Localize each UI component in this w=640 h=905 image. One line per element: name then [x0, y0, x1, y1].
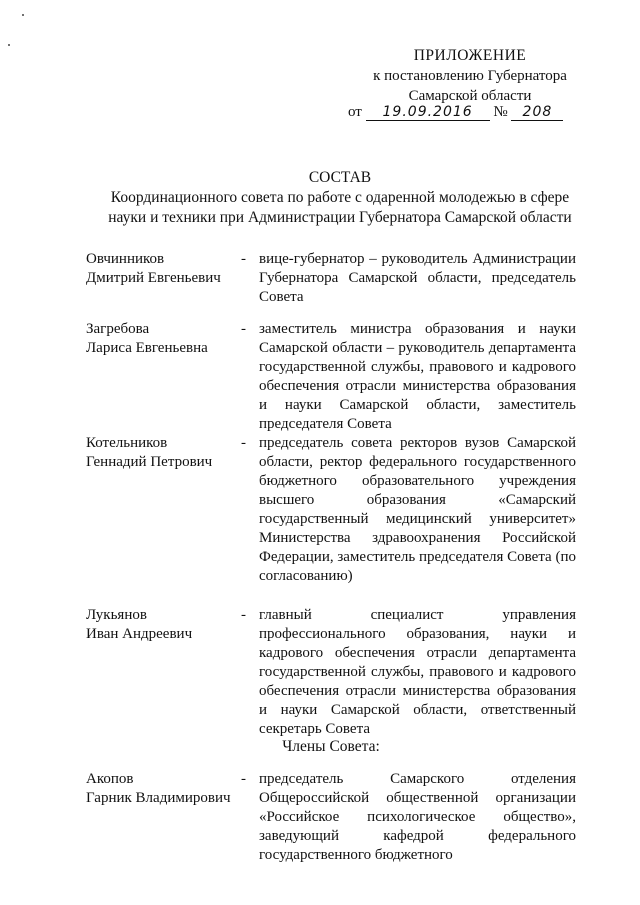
person-given-names: Гарник Владимирович — [86, 790, 231, 806]
person-given-names: Геннадий Петрович — [86, 454, 213, 470]
separator-dash: - — [241, 607, 246, 623]
person-name — [86, 320, 241, 434]
roster-entry — [86, 606, 576, 739]
person-name — [86, 250, 241, 307]
scan-speck — [22, 14, 24, 16]
from-label: от — [348, 104, 362, 120]
appendix-line-2: Самарской области — [408, 88, 532, 104]
scan-speck — [8, 44, 10, 46]
appendix-heading: ПРИЛОЖЕНИЕ — [413, 47, 527, 64]
person-role: председатель совета ректоров вузов Самарской области, ректор федерального государственного бюджетного образовательного учреждения высшего образования «Самарский государственный медицинский университет» Министерства здравоохранения Российской Федерации, заместитель председателя Совета (по согласованию) — [259, 435, 576, 584]
person-given-names: Дмитрий Евгеньевич — [86, 270, 221, 286]
person-name — [86, 606, 241, 739]
person-surname: Лукьянов — [86, 607, 147, 623]
roster-entry — [86, 434, 576, 586]
person-surname: Овчинников — [86, 251, 165, 267]
person-name — [86, 434, 241, 586]
decree-date: 19.09.2016 — [366, 104, 490, 121]
person-surname: Акопов — [86, 771, 134, 787]
person-given-names: Иван Андреевич — [86, 626, 193, 642]
separator-dash: - — [241, 435, 246, 451]
person-role: председатель Самарского отделения Общероссийской общественной организации «Российское психологическое общество», заведующий кафедрой федерального государственного бюджетного — [259, 771, 576, 863]
roster-entry — [86, 250, 576, 307]
separator-dash: - — [241, 251, 246, 267]
appendix-line-1: к постановлению Губернатора — [373, 68, 567, 84]
members-heading: Члены Совета: — [282, 738, 380, 755]
separator-dash: - — [241, 771, 246, 787]
decree-number: 208 — [511, 104, 563, 121]
title-line-2: науки и техники при Администрации Губернатора Самарской области — [108, 209, 572, 226]
person-role: главный специалист управления профессионального образования, науки и кадрового обеспечения отрасли департамента государственной службы, правового и кадрового обеспечения отрасли министерства образования и науки Самарской области, ответственный секретарь Совета — [259, 607, 576, 737]
person-role: заместитель министра образования и науки Самарской области – руководитель департамента государственной службы, правового и кадрового обеспечения отрасли министерства образования и науки Самарской области, заместитель председателя Совета — [259, 321, 576, 432]
person-role: вице-губернатор – руководитель Администрации Губернатора Самарской области, председатель Совета — [259, 251, 576, 305]
separator-dash: - — [241, 321, 246, 337]
decree-dateline — [348, 104, 563, 121]
roster-entry — [86, 770, 576, 865]
title-line-1: Координационного совета по работе с одаренной молодежью в сфере — [110, 189, 570, 206]
person-surname: Котельников — [86, 435, 168, 451]
person-surname: Загребова — [86, 321, 150, 337]
number-label: № — [493, 104, 508, 120]
appendix-block — [320, 46, 620, 106]
roster-entry — [86, 320, 576, 434]
person-given-names: Лариса Евгеньевна — [86, 340, 208, 356]
title-heading: СОСТАВ — [308, 169, 372, 186]
person-name — [86, 770, 241, 865]
document-title — [70, 168, 610, 228]
